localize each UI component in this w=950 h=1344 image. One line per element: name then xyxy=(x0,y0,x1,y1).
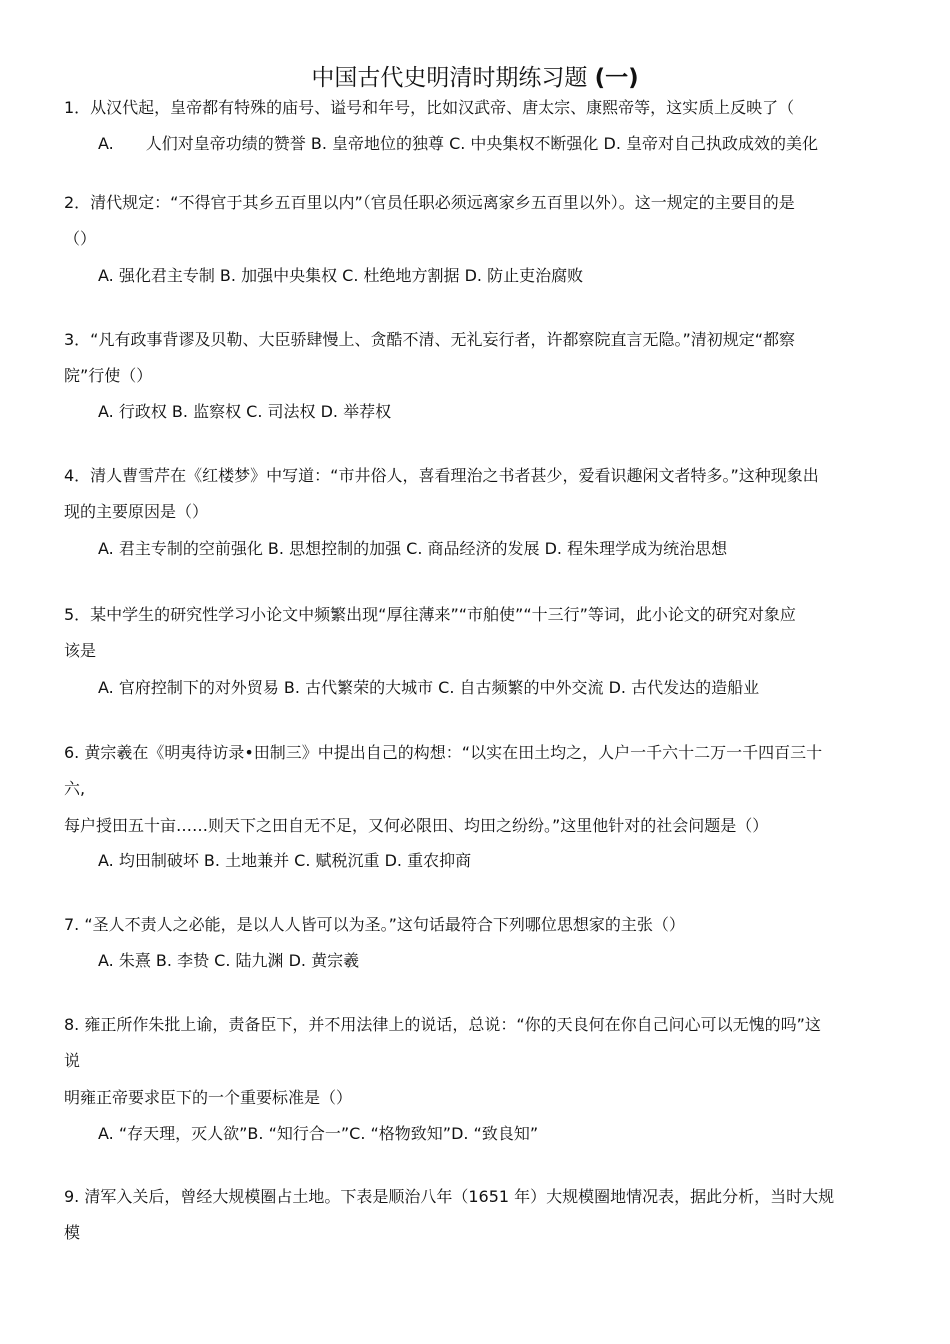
question-6-line-2: 六, xyxy=(64,779,86,798)
question-4-options: A. 君主专制的空前强化 B. 思想控制的加强 C. 商品经济的发展 D. 程朱理学成为统治思想 xyxy=(98,539,728,558)
question-8-line-1: 8. 雍正所作朱批上谕，责备臣下，并不用法律上的说话，总说：“你的天良何在你自己问心可以无愧的吗”这 xyxy=(64,1015,821,1034)
question-8-options: A. “存天理，灭人欲”B. “知行合一”C. “格物致知”D. “致良知” xyxy=(98,1124,539,1143)
question-1-line-1: 1．从汉代起，皇帝都有特殊的庙号、谥号和年号，比如汉武帝、唐太宗、康熙帝等，这实质上反映了（ xyxy=(64,98,795,117)
question-6-line-3: 每户授田五十亩……则天下之田自无不足，又何必限田、均田之纷纷。”这里他针对的社会问题是（） xyxy=(64,816,769,835)
question-6-options: A. 均田制破坏 B. 土地兼并 C. 赋税沉重 D. 重农抑商 xyxy=(98,851,472,870)
question-5-line-2: 该是 xyxy=(64,641,97,660)
title-suffix: (一) xyxy=(594,65,639,91)
question-5-options: A. 官府控制下的对外贸易 B. 古代繁荣的大城市 C. 自古频繁的中外交流 D. 古代发达的造船业 xyxy=(98,678,760,697)
question-3-options: A. 行政权 B. 监察权 C. 司法权 D. 举荐权 xyxy=(98,402,392,421)
question-8-line-3: 明雍正帝要求臣下的一个重要标准是（） xyxy=(64,1088,353,1107)
question-7-options: A. 朱熹 B. 李贽 C. 陆九渊 D. 黄宗羲 xyxy=(98,951,360,970)
question-4-line-1: 4．清人曹雪芹在《红楼梦》中写道：“市井俗人，喜看理治之书者甚少，爱看识趣闲文者特多。”这种现象出 xyxy=(64,466,819,485)
page-title xyxy=(0,62,950,94)
question-9-line-2: 模 xyxy=(64,1223,81,1242)
question-3-line-2: 院”行使（） xyxy=(64,366,153,385)
question-4-line-2: 现的主要原因是（） xyxy=(64,502,209,521)
question-7-line-1: 7. “圣人不责人之必能，是以人人皆可以为圣。”这句话最符合下列哪位思想家的主张（） xyxy=(64,915,685,934)
question-2-line-1: 2．清代规定：“不得官于其乡五百里以内”（官员任职必须远离家乡五百里以外）。这一规定的主要目的是 xyxy=(64,193,795,212)
question-9-line-1: 9. 清军入关后，曾经大规模圈占土地。下表是顺治八年（1651 年）大规模圈地情况表，据此分析，当时大规 xyxy=(64,1187,835,1206)
question-2-line-2: （） xyxy=(64,229,97,248)
title-main: 中国古代史明清时期练习题 xyxy=(311,65,588,91)
question-1-options: A. 人们对皇帝功绩的赞誉 B. 皇帝地位的独尊 C. 中央集权不断强化 D. 皇帝对自己执政成效的美化 xyxy=(98,134,818,153)
question-3-line-1: 3．“凡有政事背谬及贝勒、大臣骄肆慢上、贪酷不清、无礼妄行者，许都察院直言无隐。”清初规定“都察 xyxy=(64,330,796,349)
question-8-line-2: 说 xyxy=(64,1051,81,1070)
question-5-line-1: 5．某中学生的研究性学习小论文中频繁出现“厚往薄来”“市舶使”“十三行”等词，此小论文的研究对象应 xyxy=(64,605,796,624)
question-6-line-1: 6. 黄宗羲在《明夷待访录•田制三》中提出自己的构想：“以实在田土均之，人户一千六十二万一千四百三十 xyxy=(64,743,823,762)
question-2-options: A. 强化君主专制 B. 加强中央集权 C. 杜绝地方割据 D. 防止吏治腐败 xyxy=(98,266,584,285)
